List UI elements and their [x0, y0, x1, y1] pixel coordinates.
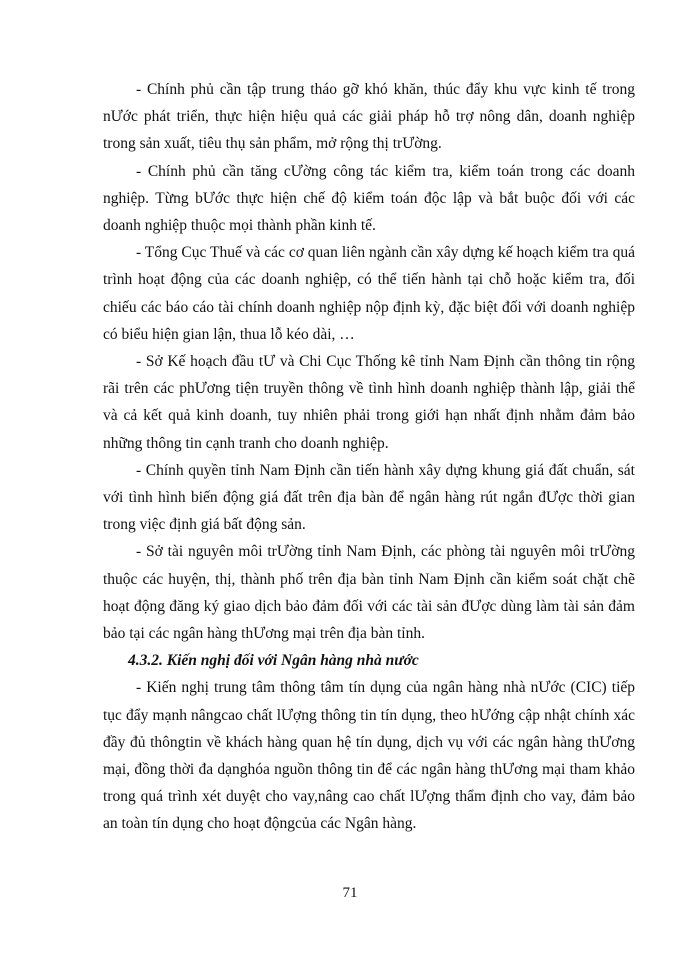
paragraph: - Chính quyền tỉnh Nam Định cần tiến hành xây dựng khung giá đất chuẩn, sát với tình hình biến động giá đất trên địa bàn để ngân hàng rút ngắn đƯợc thời gian trong việc định giá bất động sản.: [103, 461, 635, 534]
section-heading: 4.3.2. Kiến nghị đối với Ngân hàng nhà nước: [128, 652, 419, 670]
paragraph: - Chính phủ cần tăng cƯờng công tác kiểm tra, kiểm toán trong các doanh nghiệp. Từng bƯớc thực hiện chế độ kiểm toán độc lập và bắt buộc đối với các doanh nghiệp thuộc mọi thành phần kinh tế.: [103, 162, 635, 235]
paragraph: - Sở tài nguyên môi trƯờng tỉnh Nam Định, các phòng tài nguyên môi trƯờng thuộc các huyện, thị, thành phố trên địa bàn tỉnh Nam Định cần kiểm soát chặt chẽ hoạt động đăng ký giao dịch bảo đảm đối với các tài sản đƯợc dùng làm tài sản đảm bảo tại các ngân hàng thƯơng mại trên địa bàn tỉnh.: [103, 543, 635, 643]
body-text: [103, 76, 635, 838]
paragraph: - Tổng Cục Thuế và các cơ quan liên ngành cần xây dựng kế hoạch kiểm tra quá trình hoạt động của các doanh nghiệp, có thể tiến hành tại chỗ hoặc kiểm tra, đối chiếu các báo cáo tài chính doanh nghiệp nộp định kỳ, đặc biệt đối với doanh nghiệp có biểu hiện gian lận, thua lỗ kéo dài, …: [103, 244, 635, 343]
paragraph: - Chính phủ cần tập trung tháo gỡ khó khăn, thúc đẩy khu vực kinh tế trong nƯớc phát triển, thực hiện hiệu quả các giải pháp hỗ trợ nông dân, doanh nghiệp trong sản xuất, tiêu thụ sản phẩm, mở rộng thị trƯờng.: [103, 81, 635, 153]
paragraph: - Kiến nghị trung tâm thông tâm tín dụng của ngân hàng nhà nƯớc (CIC) tiếp tục đẩy mạnh nângcao chất lƯợng thông tin tín dụng, theo hƯớng cập nhật chính xác đầy đủ thôngtin về khách hàng quan hệ tín dụng, dịch vụ với các ngân hàng thƯơng mại, đồng thời đa dạnghóa nguồn thông tin để các ngân hàng thƯơng mại tham khảo trong quá trình xét duyệt cho vay,nâng cao chất lƯợng thẩm định cho vay, đảm bảo an toàn tín dụng cho hoạt độngcủa các Ngân hàng.: [103, 679, 635, 833]
paragraph: - Sở Kế hoạch đầu tƯ và Chi Cục Thống kê tỉnh Nam Định cần thông tin rộng rãi trên các phƯơng tiện truyền thông về tình hình doanh nghiệp thành lập, giải thể và cả kết quả kinh doanh, tuy nhiên phải trong giới hạn nhất định nhằm đảm bảo những thông tin cạnh tranh cho doanh nghiệp.: [103, 353, 635, 452]
page-number: 71: [342, 885, 358, 901]
